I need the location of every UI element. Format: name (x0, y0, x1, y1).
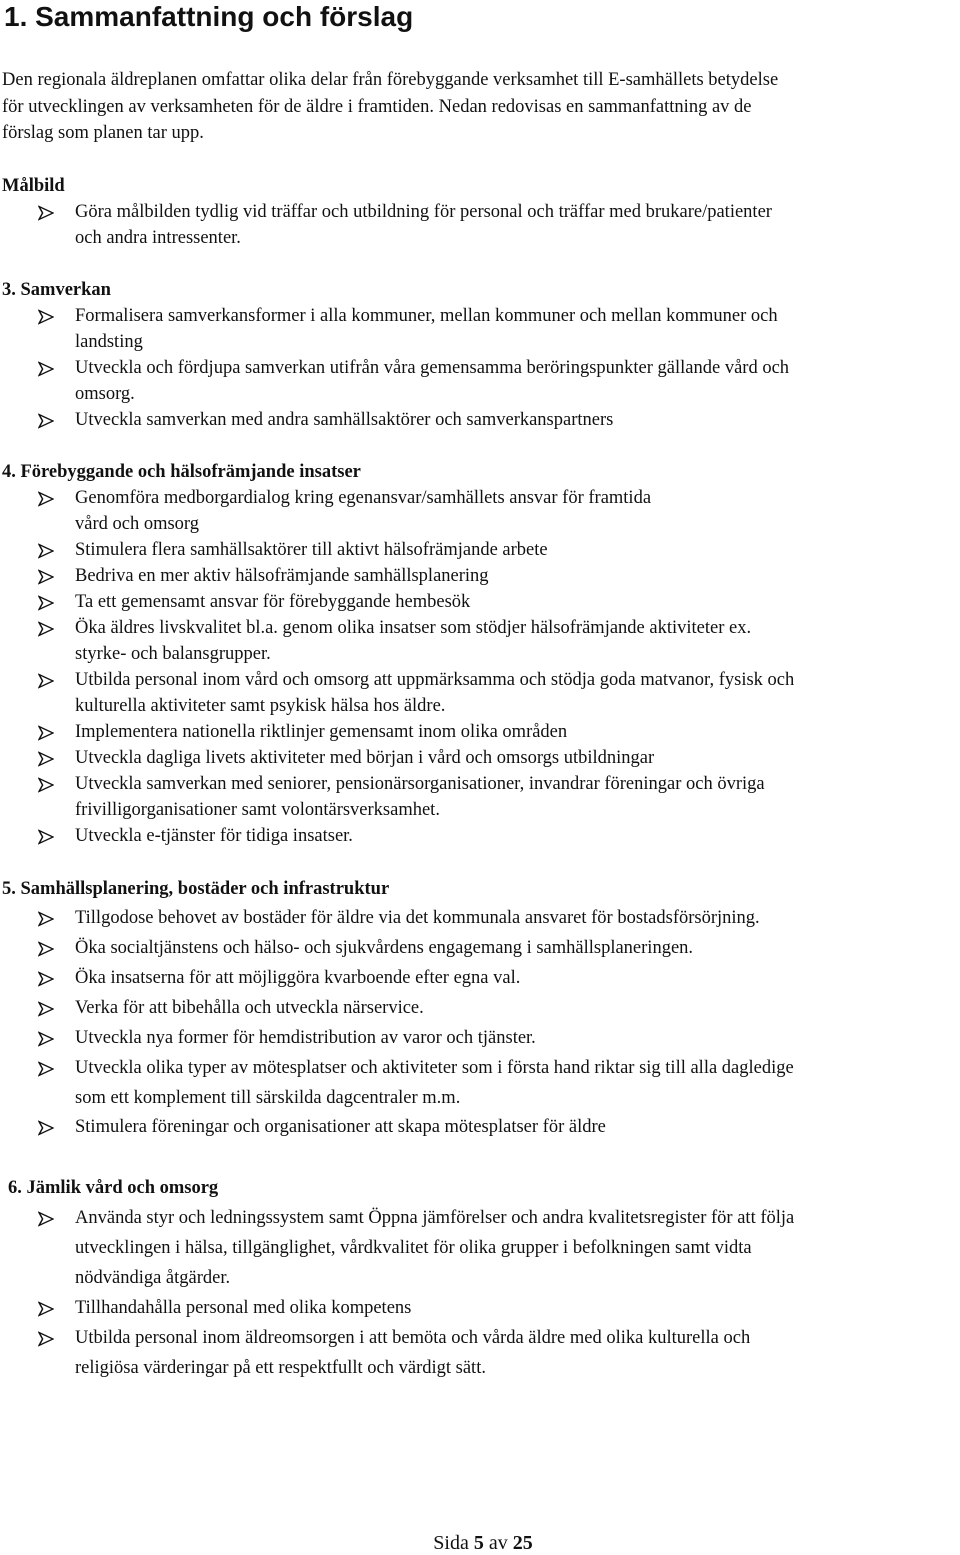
bullet-text (75, 589, 960, 615)
bullet-line: Göra målbilden tydlig vid träffar och utbildning för personal och träffar med brukare/patienter (75, 202, 772, 222)
arrow-bullet-icon (38, 491, 54, 507)
bullet-text (75, 199, 960, 251)
bullet-line: Bedriva en mer aktiv hälsofrämjande samhällsplanering (75, 566, 489, 586)
arrow-bullet-icon (38, 673, 54, 689)
bullet-line: Utbilda personal inom vård och omsorg att uppmärksamma och stödja goda matvanor, fysisk och (75, 670, 795, 690)
arrow-bullet-icon (38, 751, 54, 767)
bullet-text (75, 745, 960, 771)
bullet-text (75, 355, 960, 407)
bullet-line: Genomföra medborgardialog kring egenansvar/samhällets ansvar för framtida (75, 488, 652, 508)
bullet-text (75, 903, 960, 933)
bullet-line: kulturella aktiviteter samt psykisk hälsa hos äldre. (75, 696, 446, 716)
bullet-line: Utveckla nya former för hemdistribution av varor och tjänster. (75, 1028, 536, 1048)
bullet-text (75, 1203, 960, 1293)
bullet-line: Utbilda personal inom äldreomsorgen i att bemöta och vårda äldre med olika kulturella och (75, 1328, 751, 1348)
arrow-bullet-icon (38, 1331, 54, 1347)
arrow-bullet-icon (38, 543, 54, 559)
bullet-line: Tillgodose behovet av bostäder för äldre via det kommunala ansvaret för bostadsförsörjning. (75, 908, 760, 928)
bullet-line: omsorg. (75, 384, 135, 404)
intro-line: förslag som planen tar upp. (2, 123, 204, 143)
page-footer (0, 1531, 960, 1555)
bullet-line: Utveckla samverkan med seniorer, pensionärsorganisationer, invandrar föreningar och övriga (75, 774, 765, 794)
arrow-bullet-icon (38, 1031, 54, 1047)
bullet-text (75, 615, 960, 667)
bullet-text (75, 667, 960, 719)
bullet-line: Implementera nationella riktlinjer gemensamt inom olika områden (75, 722, 568, 742)
arrow-bullet-icon (38, 725, 54, 741)
bullet-line: vård och omsorg (75, 514, 199, 534)
footer-separator: av (488, 1532, 508, 1554)
bullet-text (75, 1323, 960, 1383)
section-heading: 3. Samverkan (2, 280, 111, 300)
arrow-bullet-icon (38, 777, 54, 793)
arrow-bullet-icon (38, 1001, 54, 1017)
bullet-line: religiösa värderingar på ett respektfullt och värdigt sätt. (75, 1358, 486, 1378)
bullet-text (75, 407, 960, 433)
bullet-line: Utveckla samverkan med andra samhällsaktörer och samverkanspartners (75, 410, 614, 430)
section-heading: 5. Samhällsplanering, bostäder och infrastruktur (2, 879, 390, 899)
bullet-line: Utveckla e-tjänster för tidiga insatser. (75, 826, 353, 846)
bullet-line: som ett komplement till särskilda dagcentraler m.m. (75, 1088, 461, 1108)
bullet-text (75, 963, 960, 993)
section-heading: Målbild (2, 176, 65, 196)
bullet-line: Öka socialtjänstens och hälso- och sjukvårdens engagemang i samhällsplaneringen. (75, 938, 694, 958)
bullet-text (75, 1293, 960, 1323)
footer-prefix: Sida (433, 1532, 469, 1554)
arrow-bullet-icon (38, 595, 54, 611)
arrow-bullet-icon (38, 1301, 54, 1317)
intro-line: för utvecklingen av verksamheten för de äldre i framtiden. Nedan redovisas en sammanfattning av de (2, 96, 752, 117)
bullet-line: Använda styr och ledningssystem samt Öppna jämförelser och andra kvalitetsregister för att följa (75, 1208, 795, 1228)
bullet-text (75, 823, 960, 849)
bullet-text (75, 303, 960, 355)
arrow-bullet-icon (38, 829, 54, 845)
arrow-bullet-icon (38, 309, 54, 325)
bullet-text (75, 1023, 960, 1053)
bullet-line: Tillhandahålla personal med olika kompetens (75, 1298, 412, 1318)
bullet-line: Öka äldres livskvalitet bl.a. genom olika insatser som stödjer hälsofrämjande aktiviteter ex. (75, 618, 752, 638)
section-heading: 4. Förebyggande och hälsofrämjande insatser (2, 462, 361, 482)
bullet-text (75, 993, 960, 1023)
arrow-bullet-icon (38, 621, 54, 637)
bullet-line: styrke- och balansgrupper. (75, 644, 271, 664)
bullet-text (75, 1112, 960, 1142)
bullet-text (75, 771, 960, 823)
footer-page-total: 25 (512, 1532, 533, 1554)
bullet-text (75, 933, 960, 963)
bullet-line: frivilligorganisationer samt volontärsverksamhet. (75, 800, 440, 820)
bullet-line: Utveckla och fördjupa samverkan utifrån våra gemensamma beröringspunkter gällande vård och (75, 358, 790, 378)
section-heading: 6. Jämlik vård och omsorg (8, 1178, 219, 1198)
bullet-line: Stimulera föreningar och organisationer att skapa mötesplatser för äldre (75, 1117, 606, 1137)
arrow-bullet-icon (38, 361, 54, 377)
bullet-line: Verka för att bibehålla och utveckla närservice. (75, 998, 424, 1018)
bullet-line: Utveckla dagliga livets aktiviteter med början i vård och omsorgs utbildningar (75, 748, 655, 768)
intro-line: Den regionala äldreplanen omfattar olika delar från förebyggande verksamhet till E-samhällets betydelse (2, 70, 779, 90)
arrow-bullet-icon (38, 1120, 54, 1136)
arrow-bullet-icon (38, 1061, 54, 1077)
intro-paragraph (2, 67, 952, 147)
bullet-line: Ta ett gemensamt ansvar för förebyggande hembesök (75, 592, 471, 612)
bullet-line: landsting (75, 332, 143, 352)
bullet-line: Öka insatserna för att möjliggöra kvarboende efter egna val. (75, 968, 521, 988)
bullet-line: och andra intressenter. (75, 228, 241, 248)
arrow-bullet-icon (38, 971, 54, 987)
arrow-bullet-icon (38, 941, 54, 957)
arrow-bullet-icon (38, 205, 54, 221)
bullet-line: Utveckla olika typer av mötesplatser och aktiviteter som i första hand riktar sig till alla dagledige (75, 1058, 794, 1078)
bullet-text (75, 1053, 960, 1113)
bullet-text (75, 485, 960, 537)
arrow-bullet-icon (38, 413, 54, 429)
bullet-line: utvecklingen i hälsa, tillgänglighet, vårdkvalitet för olika grupper i befolkningen samt vidta (75, 1238, 752, 1258)
bullet-line: Formalisera samverkansformer i alla kommuner, mellan kommuner och mellan kommuner och (75, 306, 778, 326)
bullet-text (75, 719, 960, 745)
arrow-bullet-icon (38, 569, 54, 585)
bullet-line: Stimulera flera samhällsaktörer till aktivt hälsofrämjande arbete (75, 540, 548, 560)
bullet-line: nödvändiga åtgärder. (75, 1268, 231, 1288)
arrow-bullet-icon (38, 1211, 54, 1227)
arrow-bullet-icon (38, 911, 54, 927)
bullet-text (75, 563, 960, 589)
footer-page-number: 5 (473, 1532, 484, 1554)
page-title: 1. Sammanfattning och förslag (4, 1, 414, 32)
bullet-text (75, 537, 960, 563)
